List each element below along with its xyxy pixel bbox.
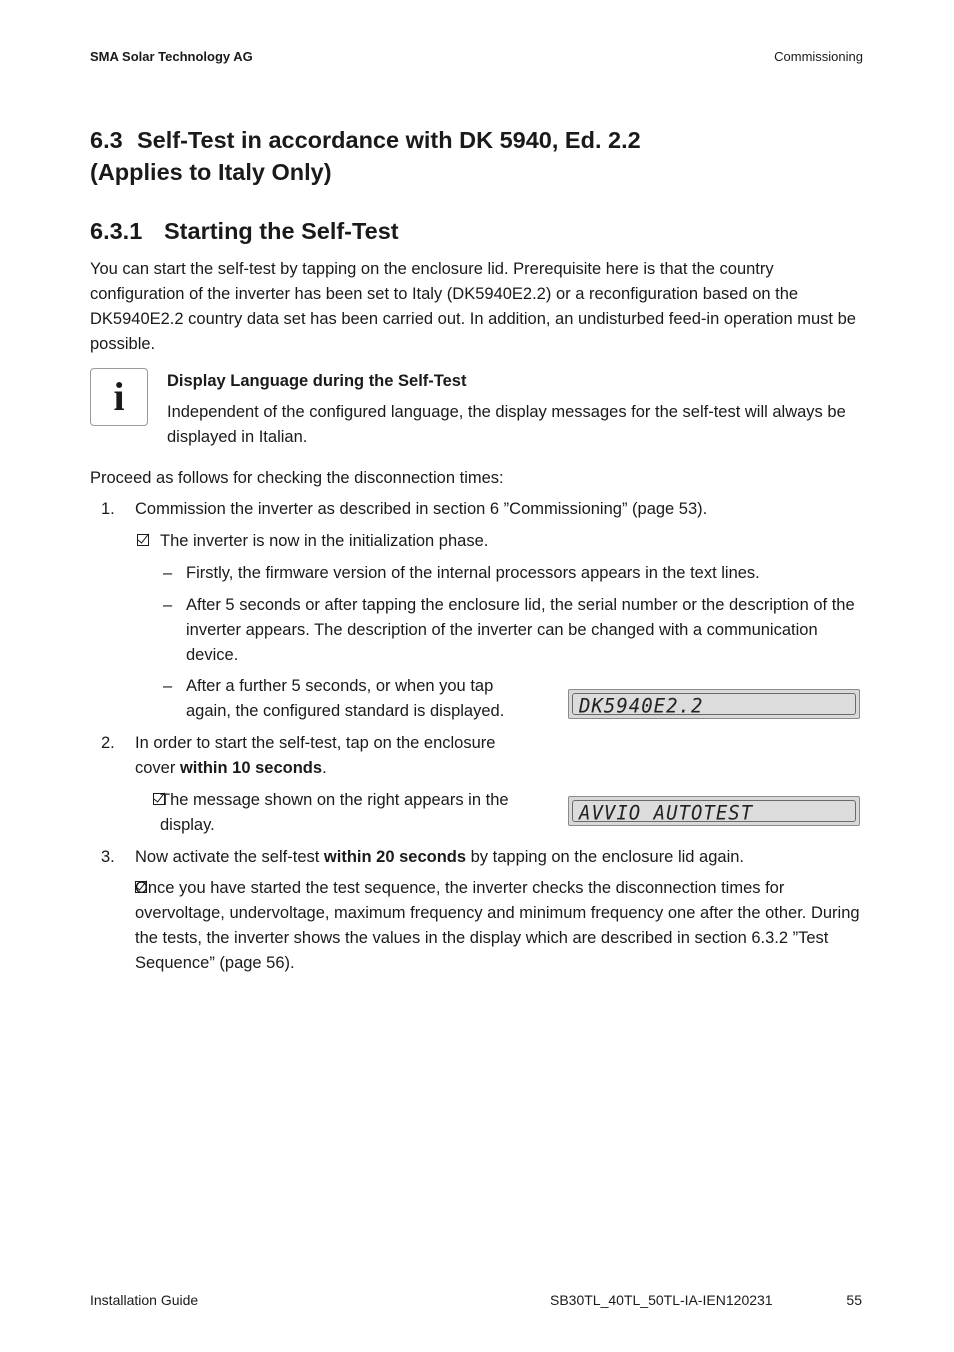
step-2-result: The message shown on the right appears in the display. [160, 791, 509, 834]
section-title-line2: (Applies to Italy Only) [90, 159, 332, 185]
header-company: SMA Solar Technology AG [90, 49, 253, 64]
bullet-3: After a further 5 seconds, or when you tap again, the configured standard is displayed. [186, 677, 505, 720]
lcd-text: DK5940E2.2 [579, 694, 704, 718]
step-3-emphasis: within 20 seconds [323, 848, 467, 866]
dash-bullet: – [163, 677, 173, 695]
bullet-2: After 5 seconds or after tapping the enclosure lid, the serial number or the description of the inverter appears. The description of the inverter can be changed with a communication device. [186, 596, 855, 664]
final-result: Once you have started the test sequence, the inverter checks the disconnection times for overvoltage, undervoltage, maximum frequency and minimum frequency one after the other. During the tests, the inverter shows the values in the display which are described in section 6.3.2 ”Test Sequence” (page 56). [135, 879, 860, 972]
section-number: 6.3 [90, 127, 123, 153]
info-icon [90, 368, 148, 426]
bullet-1: Firstly, the firmware version of the internal processors appears in the text lines. [186, 564, 760, 582]
lcd-display-standard [568, 689, 860, 719]
lcd-inner [572, 800, 856, 825]
step-2-emphasis: within 10 seconds [179, 759, 323, 777]
info-glyph: i [113, 374, 125, 419]
dash-bullet: – [163, 596, 173, 614]
step-3-text: Now activate the self-test within 20 seconds by tapping on the enclosure lid again. [135, 848, 744, 866]
intro-paragraph: You can start the self-test by tapping on the enclosure lid. Prerequisite here is that the country configuration of the inverter has been set to Italy (DK5940E2.2) or a reconfiguration based on the DK5940E2.2 country data set has been carried out. In addition, an undisturbed feed-in operation must be possible. [90, 260, 856, 353]
header-chapter: Commissioning [774, 49, 863, 64]
footer-doc-type: Installation Guide [90, 1292, 199, 1308]
subsection-number: 6.3.1 [90, 218, 143, 244]
note-title: Display Language during the Self-Test [167, 372, 467, 390]
lcd-text: AVVIO AUTOTEST [579, 801, 754, 825]
step-1-text: Commission the inverter as described in section 6 ”Commissioning” (page 53). [135, 500, 708, 518]
subsection-title: Starting the Self-Test [164, 218, 399, 244]
page-number: 55 [846, 1292, 862, 1308]
step-2-text: In order to start the self-test, tap on the enclosure cover within 10 seconds. [135, 734, 496, 777]
section-heading [90, 124, 641, 188]
proceed-text: Proceed as follows for checking the disconnection times: [90, 469, 504, 487]
step-1-number: 1. [101, 500, 115, 518]
section-title-line1: Self-Test in accordance with DK 5940, Ed. 2.2 [137, 127, 641, 153]
subsection-heading [90, 215, 399, 247]
dash-bullet: – [163, 564, 173, 582]
step-3-number: 3. [101, 848, 115, 866]
footer-doc-id: SB30TL_40TL_50TL-IA-IEN120231 [550, 1292, 773, 1308]
lcd-display-autotest [568, 796, 860, 826]
lcd-inner [572, 693, 856, 718]
step-1-result: The inverter is now in the initialization phase. [160, 532, 489, 550]
note-body: Independent of the configured language, the display messages for the self-test will always be displayed in Italian. [167, 403, 846, 446]
check-icon [137, 534, 149, 546]
step-2-number: 2. [101, 734, 115, 752]
